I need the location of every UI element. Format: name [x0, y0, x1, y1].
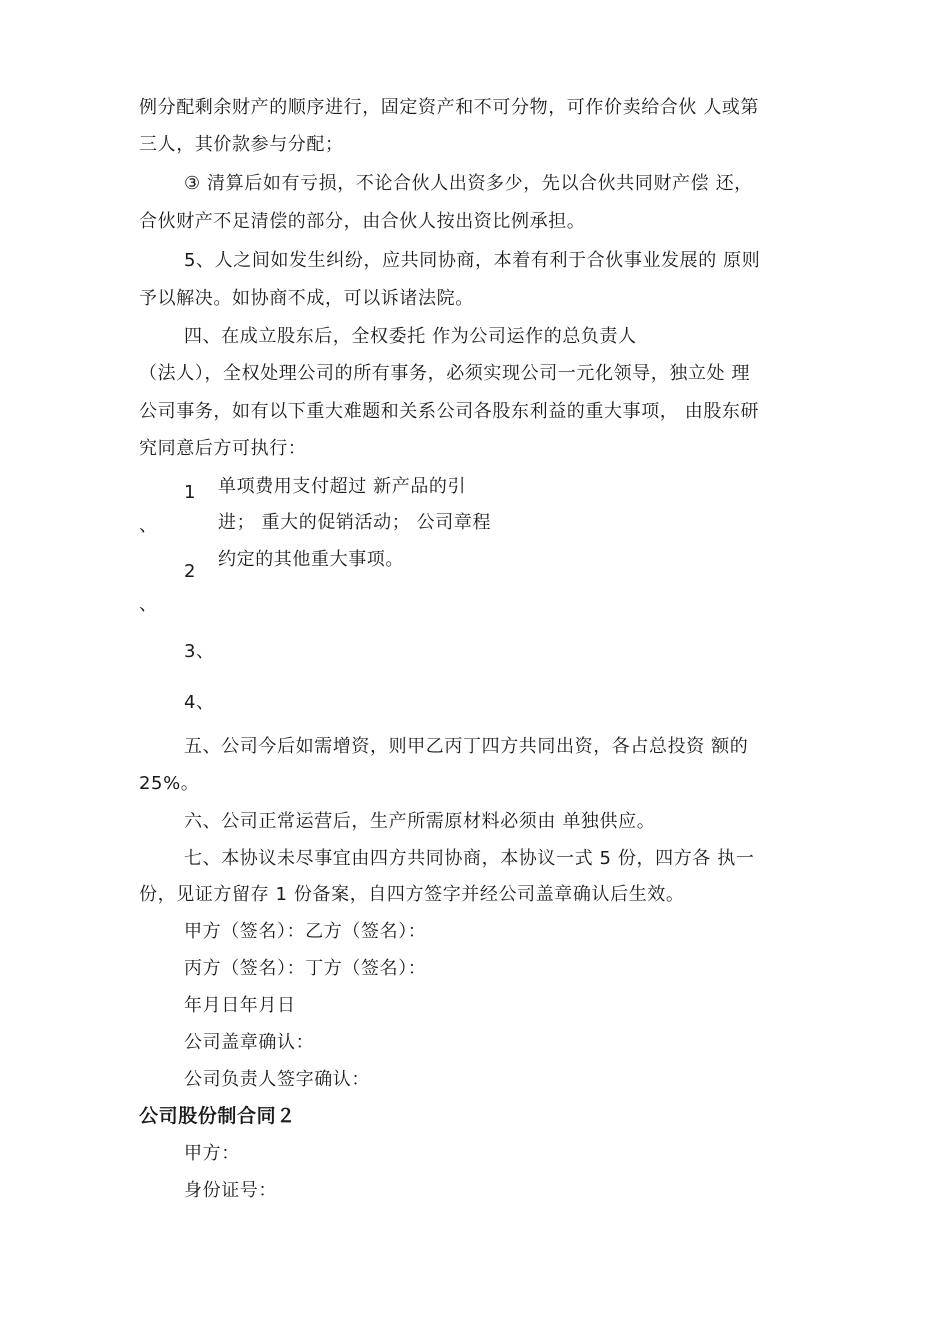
list-number: 2	[184, 561, 197, 582]
paragraph-line: 三人，其价款参与分配；	[139, 134, 344, 155]
date-line: 年月日年月日	[184, 995, 296, 1016]
paragraph-line: 5、人之间如发生纠纷，应共同协商，本着有利于合伙事业发展的 原则	[184, 250, 761, 271]
list-item-text: 进； 重大的促销活动； 公司章程	[218, 512, 492, 533]
signature-line: 甲方（签名）：乙方（签名）：	[184, 921, 427, 942]
form-field-label: 甲方：	[184, 1143, 240, 1164]
paragraph-line: 25%。	[139, 773, 200, 794]
signature-line: 丙方（签名）：丁方（签名）：	[184, 958, 427, 979]
list-item-text: 约定的其他重大事项。	[218, 549, 404, 570]
list-number: 1	[184, 482, 197, 503]
paragraph-line: 六、公司正常运营后，生产所需原材料必须由 单独供应。	[184, 811, 656, 832]
paragraph-line: 合伙财产不足清偿的部分，由合伙人按出资比例承担。	[139, 211, 586, 232]
signature-line: 公司负责人签字确认：	[184, 1069, 370, 1090]
seal-line: 公司盖章确认：	[184, 1032, 315, 1053]
paragraph-line: 予以解决。如协商不成，可以诉诸法院。	[139, 288, 474, 309]
section-title: 公司股份制合同２	[139, 1105, 296, 1127]
paragraph-line: 五、公司今后如需增资，则甲乙丙丁四方共同出资，各占总投资 额的	[184, 736, 749, 757]
paragraph-line: 七、本协议未尽事宜由四方共同协商，本协议一式 5 份，四方各 执一	[184, 848, 755, 869]
list-number: 3、	[184, 641, 215, 662]
paragraph-line: 公司事务，如有以下重大难题和关系公司各股东利益的重大事项， 由股东研	[139, 401, 760, 422]
list-item-text: 单项费用支付超过 新产品的引	[218, 476, 467, 497]
list-number: 4、	[184, 692, 215, 713]
paragraph-line: （法人），全权处理公司的所有事务，必须实现公司一元化领导，独立处 理	[139, 363, 751, 384]
list-separator: 、	[139, 515, 158, 536]
list-separator: 、	[139, 594, 158, 615]
paragraph-line: 例分配剩余财产的顺序进行，固定资产和不可分物，可作价卖给合伙 人或第	[139, 97, 760, 118]
paragraph-line: ③ 清算后如有亏损，不论合伙人出资多少，先以合伙共同财产偿 还，	[184, 173, 753, 194]
paragraph-line: 究同意后方可执行：	[139, 438, 307, 459]
paragraph-line: 份，见证方留存 1 份备案，自四方签字并经公司盖章确认后生效。	[139, 884, 685, 905]
form-field-label: 身份证号：	[184, 1180, 277, 1201]
paragraph-line: 四、在成立股东后，全权委托 作为公司运作的总负责人	[184, 326, 637, 347]
